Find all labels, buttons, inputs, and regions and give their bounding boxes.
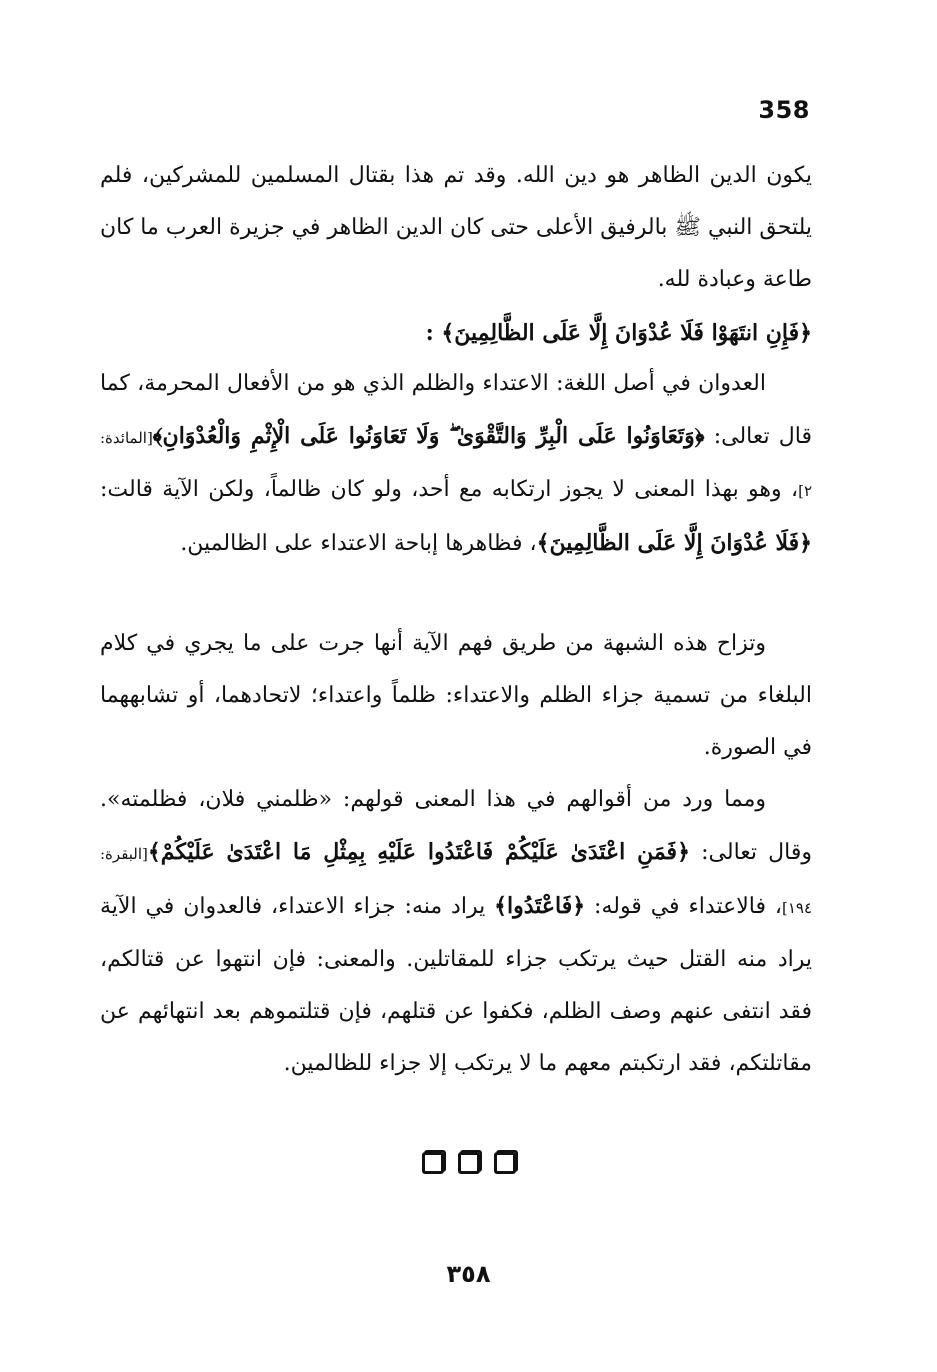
paragraph-1 bbox=[100, 150, 812, 306]
page-number-bottom: ٣٥٨ bbox=[446, 1260, 491, 1288]
verse-heading-colon: : bbox=[425, 320, 434, 346]
square-icon bbox=[494, 1152, 516, 1174]
verse-heading-text: ﴿فَإِنِ انتَهَوْا فَلَا عُدْوَانَ إِلَّا عَلَى الظَّالِمِينَ﴾ bbox=[441, 320, 812, 346]
verse-heading bbox=[100, 307, 812, 359]
paragraph-4-part-c: يراد منه: جزاء الاعتداء، فالعدوان في الآية يراد منه القتل حيث يرتكب جزاء للمقاتلين. والمعنى: فإن انتهوا عن قتالكم، فقد انتفى عنهم وصف الظلم، فكفوا عن قتلهم، فإن قتلتموهم بعد انتهائهم عن مقاتلتكم، فقد ارتكبتم معهم ما لا يرتكب إلا جزاء للظالمين. bbox=[100, 894, 812, 1076]
quran-verse-baqarah-194: ﴿فَمَنِ اعْتَدَىٰ عَلَيْكُمْ فَاعْتَدُوا عَلَيْهِ بِمِثْلِ مَا اعْتَدَىٰ عَلَيْكُمْ﴾ bbox=[147, 839, 690, 865]
quran-verse-maidah: ﴿وَتَعَاوَنُوا عَلَى الْبِرِّ وَالتَّقْوَىٰ ۖ وَلَا تَعَاوَنُوا عَلَى الْإِثْمِ وَالْعُدْوَانِ﴾ bbox=[152, 423, 705, 449]
square-icon bbox=[422, 1152, 444, 1174]
paragraph-2-body bbox=[100, 358, 812, 570]
square-icon bbox=[458, 1152, 480, 1174]
quran-verse-baqarah-193: ﴿فَلَا عُدْوَانَ إِلَّا عَلَى الظَّالِمِينَ﴾ bbox=[536, 530, 812, 556]
paragraph-3 bbox=[100, 618, 812, 774]
paragraph-3-text: وتزاح هذه الشبهة من طريق فهم الآية أنها جرت على ما يجري في كلام البلغاء من تسمية جزاء الظلم والاعتداء: ظلماً واعتداء؛ لاتحادهما، أو تشابههما في الصورة. bbox=[100, 631, 812, 760]
section-divider-icon bbox=[0, 1152, 937, 1174]
paragraph-4-part-a: ومما ورد من أقوالهم في هذا المعنى قولهم: «ظلمني فلان، فظلمته». وقال تعالى: bbox=[100, 787, 812, 865]
paragraph-1-text: يكون الدين الظاهر هو دين الله. وقد تم هذا بقتال المسلمين للمشركين، فلم يلتحق النبي ﷺ بالرفيق الأعلى حتى كان الدين الظاهر في جزيرة العرب ما كان طاعة وعبادة لله. bbox=[99, 163, 812, 292]
page-number-top: 358 bbox=[758, 96, 810, 124]
paragraph-2 bbox=[100, 358, 812, 570]
paragraph-4-body bbox=[100, 774, 812, 1090]
quran-word-faatadu: ﴿فَاعْتَدُوا﴾ bbox=[494, 893, 586, 919]
paragraph-4 bbox=[100, 774, 812, 1090]
paragraph-4-part-b: ، فالاعتداء في قوله: bbox=[585, 894, 782, 919]
paragraph-2-part-c: ، فظاهرها إباحة الاعتداء على الظالمين. bbox=[180, 531, 537, 556]
verse-reference-baqarah: [البقرة: ١٩٤] bbox=[100, 845, 812, 917]
paragraph-2-part-b: ، وهو بهذا المعنى لا يجوز ارتكابه مع أحد، ولو كان ظالماً، ولكن الآية قالت: bbox=[100, 477, 799, 502]
paragraph-2-part-a: العدوان في أصل اللغة: الاعتداء والظلم الذي هو من الأفعال المحرمة، كما قال تعالى: bbox=[100, 371, 812, 449]
verse-reference-maidah: [المائدة: ٢] bbox=[100, 429, 812, 500]
